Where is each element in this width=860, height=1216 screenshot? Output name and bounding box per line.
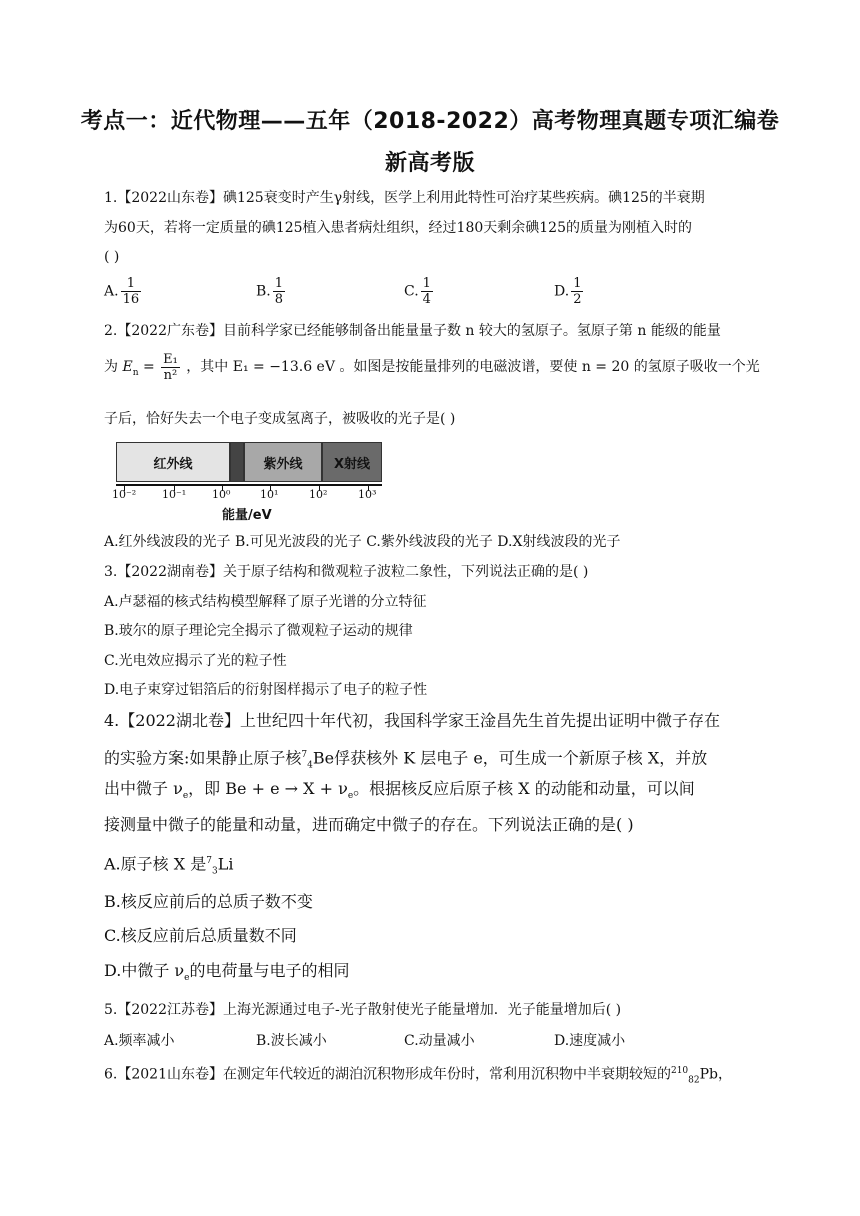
q4-line3 xyxy=(104,780,695,805)
option-label: A. xyxy=(104,283,119,300)
tick-label: 10² xyxy=(309,488,328,501)
q5-option-d: D.速度减小 xyxy=(554,1033,626,1049)
text: ，即 xyxy=(188,779,221,798)
option-label: D. xyxy=(554,283,570,300)
denominator: 4 xyxy=(422,292,431,307)
q2-line1: 2.【2022广东卷】目前科学家已经能够制备出能量量子数 n 较大的氢原子。氢原子第 n 能级的能量 xyxy=(104,323,721,339)
beryllium-symbol: Be xyxy=(312,748,335,768)
tick-label: 10⁻¹ xyxy=(162,488,187,501)
q3-option-d: D.电子束穿过铝箔后的衍射图样揭示了电子的粒子性 xyxy=(104,682,428,698)
mass-number: 210 xyxy=(670,1066,689,1076)
xray-band: X射线 xyxy=(322,442,382,482)
q1-line1: 1.【2022山东卷】碘125衰变时产生γ射线，医学上利用此特性可治疗某些疾病。碘125的半衰期 xyxy=(104,190,705,206)
q1-option-b xyxy=(256,276,287,307)
text: 的电荷量与电子的相同 xyxy=(189,961,350,980)
q1-line3: ( ) xyxy=(104,249,120,265)
q4-line4: 接测量中微子的能量和动量，进而确定中微子的存在。下列说法正确的是( ) xyxy=(104,815,634,834)
em-spectrum-figure xyxy=(116,442,382,484)
fraction xyxy=(421,276,433,307)
q3-option-b: B.玻尔的原子理论完全揭示了微观粒子运动的规律 xyxy=(104,623,413,639)
mass-number: 7 xyxy=(301,750,308,760)
text: 6.【2021山东卷】在测定年代较近的湖泊沉积物形成年份时，常利用沉积物中半衰期较短的 xyxy=(104,1066,671,1083)
tick-label: 10³ xyxy=(358,488,377,501)
atomic-number: 82 xyxy=(688,1075,700,1086)
text: 的实验方案:如果静止原子核 xyxy=(104,748,302,768)
lithium-symbol: Li xyxy=(217,854,234,874)
numerator: 1 xyxy=(274,276,284,291)
energy-axis xyxy=(116,484,382,486)
subscript: e xyxy=(182,791,189,802)
tick-label: 10⁰ xyxy=(212,488,231,501)
ultraviolet-band: 紫外线 xyxy=(244,442,322,482)
q4-line2 xyxy=(104,746,707,775)
text: 。根据核反应后原子核 X 的动能和动量，可以间 xyxy=(353,779,695,798)
axis-label: 能量/eV xyxy=(222,508,272,523)
text: 俘获核外 K 层电子 e，可生成一个新原子核 X，并放 xyxy=(334,748,708,768)
q4-option-a xyxy=(104,852,233,881)
denominator: 8 xyxy=(274,292,284,307)
numerator: 1 xyxy=(422,276,431,291)
equals: = xyxy=(142,359,155,375)
denominator: 16 xyxy=(122,292,140,307)
energy-symbol: E xyxy=(122,359,133,375)
option-label: C. xyxy=(404,283,419,300)
subscript: e xyxy=(347,791,354,802)
q5-stem: 5.【2022江苏卷】上海光源通过电子-光子散射使光子能量增加．光子能量增加后( ) xyxy=(104,1002,622,1018)
q5-option-a: A.频率减小 xyxy=(104,1033,175,1049)
subscript: e xyxy=(184,973,190,984)
q3-option-c: C.光电效应揭示了光的粒子性 xyxy=(104,653,287,669)
page-subtitle: 新高考版 xyxy=(384,151,475,176)
text: ， xyxy=(718,1066,733,1083)
q5-option-b: B.波长减小 xyxy=(256,1033,327,1049)
q4-option-c: C.核反应前后总质量数不同 xyxy=(104,926,297,945)
q3-stem: 3.【2022湖南卷】关于原子结构和微观粒子波粒二象性，下列说法正确的是( ) xyxy=(104,564,589,580)
text: 为 xyxy=(104,359,118,375)
numerator: 1 xyxy=(573,276,582,291)
text: 出中微子 ν xyxy=(104,779,183,798)
q2-line3: 子后，恰好失去一个电子变成氢离子，被吸收的光子是( ) xyxy=(104,411,456,427)
energy-fraction xyxy=(161,352,180,383)
lead-symbol: Pb xyxy=(699,1066,719,1083)
option-label: B. xyxy=(256,283,271,300)
denominator: n² xyxy=(163,367,178,383)
atomic-number: 4 xyxy=(307,760,313,771)
tick-label: 10¹ xyxy=(260,488,279,501)
q1-option-c xyxy=(404,276,435,307)
atomic-number: 3 xyxy=(211,866,218,877)
q1-option-a xyxy=(104,276,143,307)
subscript: n xyxy=(132,367,139,378)
text: A.原子核 X 是 xyxy=(104,854,207,874)
q6-line1 xyxy=(104,1062,732,1089)
text: D.中微子 ν xyxy=(104,961,185,980)
q3-option-a: A.卢瑟福的核式结构模型解释了原子光谱的分立特征 xyxy=(104,594,427,610)
infrared-band: 红外线 xyxy=(116,442,230,482)
numerator: 1 xyxy=(121,276,142,292)
numerator: E₁ xyxy=(163,351,178,367)
tick-label: 10⁻² xyxy=(112,488,137,501)
q5-option-c: C.动量减小 xyxy=(404,1033,475,1049)
q2-options: A.红外线波段的光子 B.可见光波段的光子 C.紫外线波段的光子 D.X射线波段的光子 xyxy=(104,534,621,550)
fraction xyxy=(121,276,142,307)
q2-line2 xyxy=(104,350,760,390)
page-title: 考点一：近代物理——五年（2018-2022）高考物理真题专项汇编卷 xyxy=(80,109,780,134)
q4-line1: 4.【2022湖北卷】上世纪四十年代初，我国科学家王淦昌先生首先提出证明中微子存在 xyxy=(104,711,720,730)
text: ，其中 E₁ = −13.6 eV 。如图是按能量排列的电磁波谱，要使 n = 20 的氢原子吸收一个光 xyxy=(186,359,760,375)
visible-band xyxy=(230,442,244,482)
fraction xyxy=(273,276,285,307)
q4-option-d xyxy=(104,962,350,987)
denominator: 2 xyxy=(573,292,582,307)
q1-option-d xyxy=(554,276,585,307)
q4-option-b: B.核反应前后的总质子数不变 xyxy=(104,892,313,911)
mass-number: 7 xyxy=(206,856,212,866)
fraction xyxy=(571,276,583,307)
nuclear-reaction-equation: Be + e → X + ν xyxy=(225,779,348,798)
q1-line2: 为60天，若将一定质量的碘125植入患者病灶组织，经过180天剩余碘125的质量为刚植入时的 xyxy=(104,220,692,236)
